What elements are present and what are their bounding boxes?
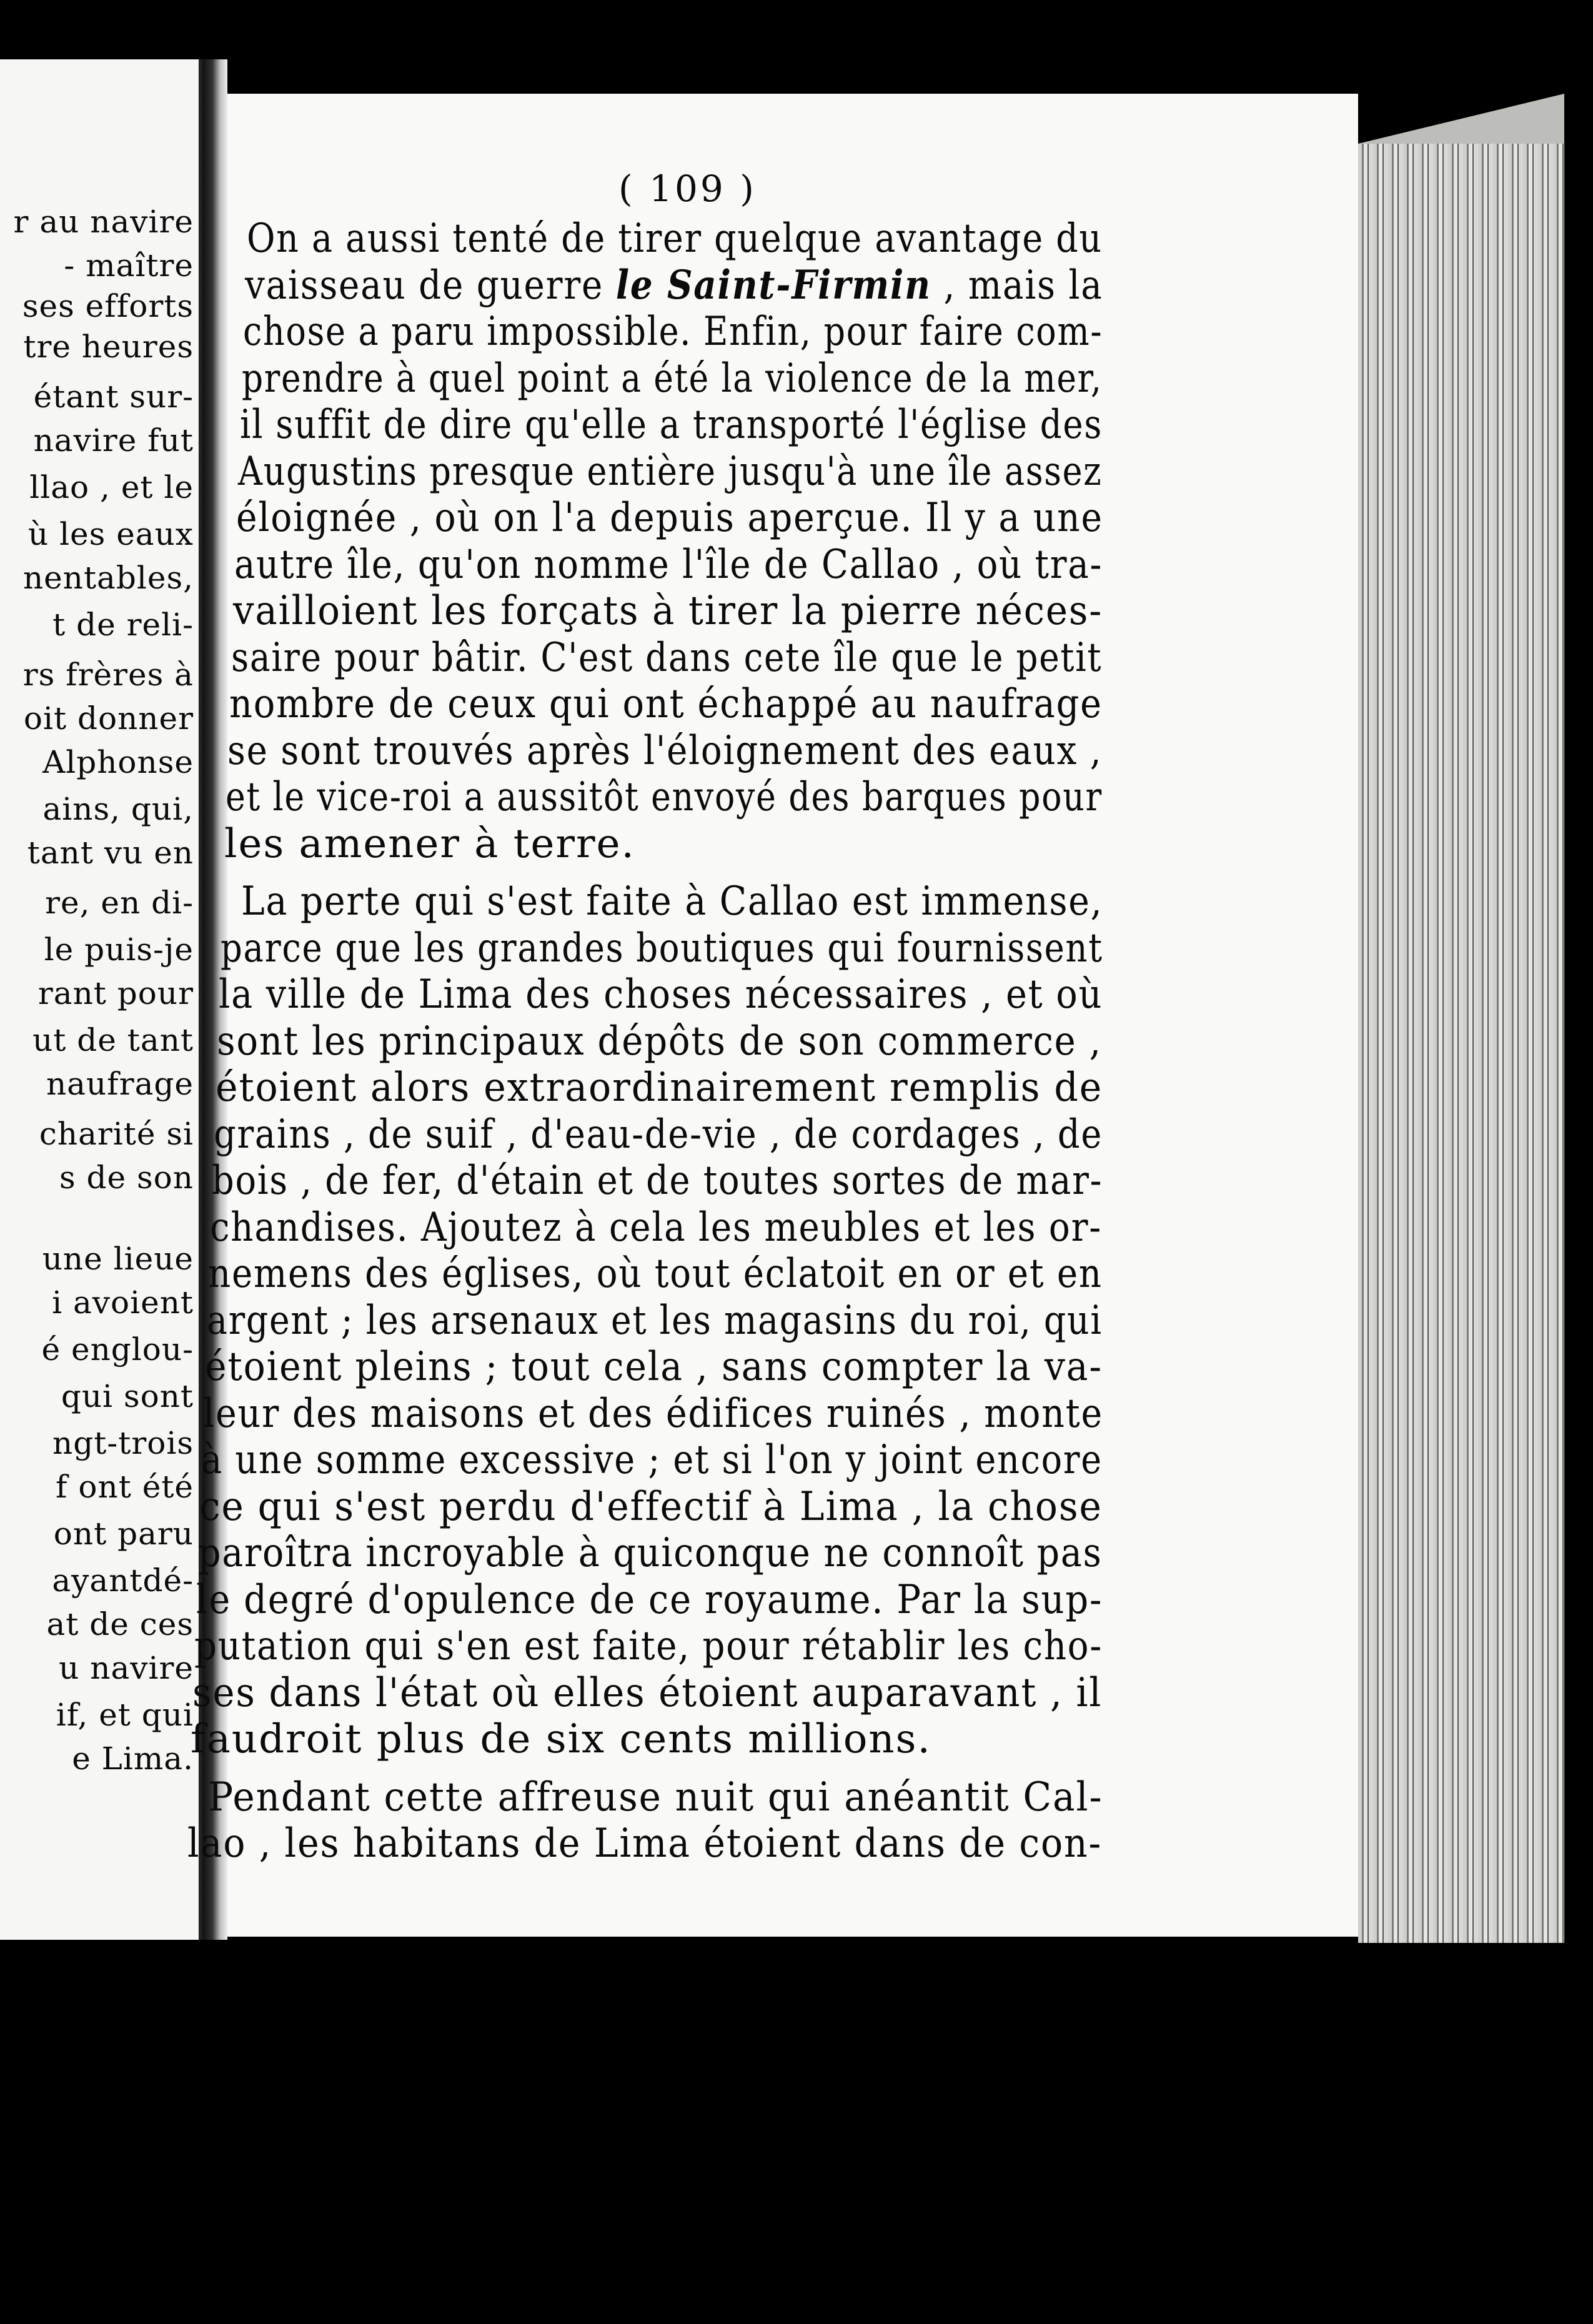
text-line	[201, 1437, 1103, 1483]
page-edges-top	[1358, 94, 1564, 144]
text-segment: vaisseau de guerre	[245, 262, 616, 309]
text-segment: Pendant cette affreuse nuit qui anéantit Cal-	[208, 1774, 1103, 1820]
text-segment: ce qui s'est perdu d'effectif à Lima , la chose	[199, 1483, 1103, 1530]
text-line	[198, 1530, 1103, 1576]
text-line	[196, 1576, 1103, 1623]
text-segment: ses dans l'état où elles étoient auparavant , il	[192, 1669, 1103, 1716]
page-edges	[1358, 144, 1564, 1943]
left-page-line: ut de tant	[32, 1022, 194, 1058]
left-page-line: nentables,	[22, 560, 194, 596]
text-segment: nemens des églises, où tout éclatoit en or et en	[208, 1251, 1103, 1297]
left-page-line: u navire	[59, 1650, 194, 1686]
text-segment: sont les principaux dépôts de son commerce ,	[217, 1018, 1102, 1065]
left-page-line: - maître	[64, 247, 194, 284]
text-line	[238, 448, 1103, 495]
text-segment: à une somme excessive ; et si l'on y joint encore	[201, 1437, 1103, 1483]
text-segment: prendre à quel point a été la violence de la mer,	[242, 355, 1103, 402]
text-line	[224, 820, 635, 867]
left-page-line: ngt-trois	[52, 1425, 194, 1461]
text-segment: éloignée , où on l'a depuis aperçue. Il y a une	[236, 495, 1103, 541]
left-page-line: i avoient	[52, 1284, 194, 1321]
text-line	[212, 1158, 1103, 1204]
text-line	[214, 1111, 1103, 1158]
text-segment: saire pour bâtir. C'est dans cete île que le petit	[231, 634, 1103, 681]
text-segment: les amener à terre.	[224, 820, 635, 867]
text-line	[192, 1669, 1103, 1716]
text-segment: bois , de fer, d'étain et de toutes sortes de mar-	[212, 1158, 1103, 1204]
left-page-line: llao , et le	[29, 469, 194, 505]
left-page-line: at de ces	[46, 1606, 194, 1642]
left-page-line: t de reli-	[52, 607, 194, 643]
text-line	[243, 309, 1103, 355]
page-number: ( 109 )	[618, 167, 757, 210]
text-line	[191, 1716, 931, 1762]
text-segment: chandises. Ajoutez à cela les meubles et les or-	[210, 1204, 1103, 1251]
text-line	[227, 727, 1103, 774]
left-page-line: ù les eaux	[27, 516, 194, 552]
text-line	[240, 402, 1103, 448]
left-page-line: rant pour	[37, 975, 194, 1011]
text-segment: et le vice-roi a aussitôt envoyé des barques pour	[226, 774, 1103, 820]
text-line	[194, 1623, 1103, 1669]
text-segment: le degré d'opulence de ce royaume. Par la sup-	[196, 1576, 1103, 1623]
text-line	[203, 1390, 1103, 1437]
left-page-line: charité si	[39, 1116, 194, 1152]
text-segment: La perte qui s'est faite à Callao est immense,	[241, 878, 1103, 925]
left-page-line: rs frères à	[22, 657, 194, 693]
text-segment: autre île, qu'on nomme l'île de Callao , où tra-	[234, 541, 1103, 588]
left-page-line: s de son	[59, 1160, 194, 1196]
text-line	[187, 1820, 1103, 1867]
text-segment: grains , de suif , d'eau-de-vie , de cordages , de	[214, 1111, 1103, 1158]
text-segment: putation qui s'en est faite, pour rétablir les cho-	[194, 1623, 1103, 1669]
text-line	[241, 878, 1103, 925]
left-page-line: r au navire	[13, 204, 194, 240]
text-segment: Augustins presque entière jusqu'à une île assez	[238, 448, 1103, 495]
text-line	[226, 774, 1103, 820]
text-line	[245, 261, 1103, 309]
text-segment: parce que les grandes boutiques qui fournissent	[221, 925, 1103, 971]
left-page	[0, 59, 202, 1940]
left-page-line: ont paru	[53, 1516, 194, 1552]
text-line	[210, 1204, 1103, 1251]
left-page-line: ses efforts	[22, 288, 194, 324]
text-line	[208, 1251, 1103, 1297]
text-segment: faudroit plus de six cents millions.	[191, 1716, 931, 1762]
text-segment: lao , les habitans de Lima étoient dans de con-	[187, 1820, 1103, 1867]
text-line	[207, 1297, 1103, 1344]
text-line	[208, 1774, 1103, 1820]
left-page-line: oit donner	[23, 700, 194, 737]
text-line	[199, 1483, 1103, 1530]
ship-name-italic: le Saint-Firmin	[615, 261, 931, 309]
left-page-line: Alphonse	[42, 744, 194, 780]
text-line	[217, 1018, 1102, 1065]
text-segment: vailloient les forçats à tirer la pierre néces-	[233, 588, 1103, 634]
text-line	[216, 1065, 1103, 1111]
left-page-line: navire fut	[33, 422, 194, 459]
text-segment: étoient pleins ; tout cela , sans compter la va-	[205, 1344, 1103, 1390]
text-line	[221, 925, 1103, 971]
text-segment: étoient alors extraordinairement remplis de	[216, 1065, 1103, 1111]
left-page-line: le puis-je	[44, 931, 194, 968]
left-page-line: qui sont	[61, 1378, 194, 1414]
left-page-line: une lieue	[42, 1241, 194, 1277]
text-line	[247, 216, 1103, 262]
left-page-line: naufrage	[46, 1066, 194, 1102]
text-line	[234, 541, 1103, 588]
text-line	[242, 355, 1103, 402]
left-page-line: ains, qui,	[42, 791, 194, 827]
text-segment: il suffit de dire qu'elle a transporté l'église des	[240, 402, 1103, 448]
text-line	[236, 495, 1103, 541]
text-line	[205, 1344, 1103, 1390]
text-segment: leur des maisons et des édifices ruinés , monte	[203, 1390, 1103, 1437]
left-page-line: if, et qui	[56, 1697, 194, 1733]
text-segment: , mais la	[931, 262, 1103, 309]
left-page-line: f ont été	[56, 1469, 194, 1505]
left-page-line: re, en di-	[45, 885, 194, 921]
left-page-line: ayantdé-	[52, 1562, 194, 1599]
text-segment: paroîtra incroyable à quiconque ne connoît pas	[198, 1530, 1103, 1576]
left-page-line: e Lima.	[72, 1741, 194, 1777]
text-segment: chose a paru impossible. Enfin, pour faire com-	[243, 309, 1103, 355]
text-line	[219, 971, 1103, 1018]
text-segment: argent ; les arsenaux et les magasins du roi, qui	[207, 1297, 1103, 1344]
left-page-line: étant sur-	[33, 379, 194, 415]
text-segment: la ville de Lima des choses nécessaires , et où	[219, 971, 1103, 1018]
left-page-line: tre heures	[23, 329, 194, 365]
left-page-line: tant vu en	[27, 835, 194, 871]
text-line	[229, 681, 1103, 727]
text-line	[233, 588, 1103, 634]
left-page-line: é englou-	[41, 1331, 194, 1368]
text-line	[231, 634, 1103, 681]
text-segment: On a aussi tenté de tirer quelque avantage du	[247, 216, 1103, 262]
text-segment: se sont trouvés après l'éloignement des eaux ,	[227, 727, 1103, 774]
text-segment: nombre de ceux qui ont échappé au naufrage	[229, 681, 1103, 727]
